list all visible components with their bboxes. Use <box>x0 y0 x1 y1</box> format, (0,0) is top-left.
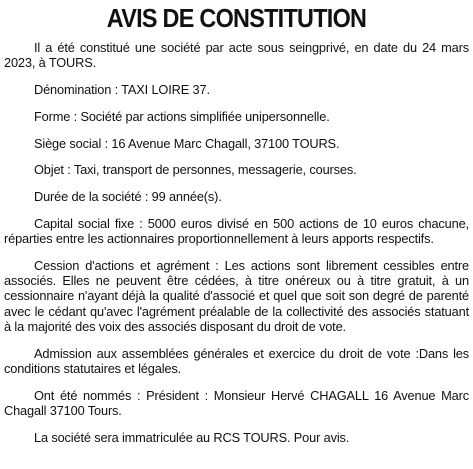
paragraph-forme: Forme : Société par actions simplifiée unipersonnelle. <box>34 108 330 124</box>
paragraph-nominations: Ont été nommés : Président : Monsieur Hervé CHAGALL 16 Avenue Marc Chagall 37100 Tours. <box>4 387 469 418</box>
paragraph-capital-social: Capital social fixe : 5000 euros divisé en 500 actions de 10 euros chacune, réparties entre les actionnaires proportionnellement à leurs apports respectifs. <box>4 215 469 247</box>
paragraph-siege-social: Siège social : 16 Avenue Marc Chagall, 37100 TOURS. <box>34 135 340 151</box>
paragraph-admission-vote: Admission aux assemblées générales et exercice du droit de vote :Dans les conditions statutaires et légales. <box>4 345 469 376</box>
paragraph-objet: Objet : Taxi, transport de personnes, messagerie, courses. <box>34 162 357 178</box>
paragraph-constitution: Il a été constitué une société par acte sous seingprivé, en date du 24 mars 2023, à TOURS. <box>4 40 469 71</box>
notice-title: AVIS DE CONSTITUTION <box>106 3 367 33</box>
paragraph-duree: Durée de la société : 99 année(s). <box>34 189 222 205</box>
paragraph-immatriculation: La société sera immatriculée au RCS TOURS. Pour avis. <box>34 429 350 445</box>
paragraph-denomination: Dénomination : TAXI LOIRE 37. <box>34 82 210 97</box>
paragraph-cession-agrement: Cession d'actions et agrément : Les actions sont librement cessibles entre associés. Elles ne peuvent être cédées, à titre onéreux ou à titre gratuit, à un cessionnaire n'ayant déjà la qualité d'associé et quel que soit son degré de parenté avec le cédant qu'avec l'agrément préalable de la collectivité des associés statuant à la majorité des voix des associés disposant du droit de vote. <box>4 257 469 334</box>
